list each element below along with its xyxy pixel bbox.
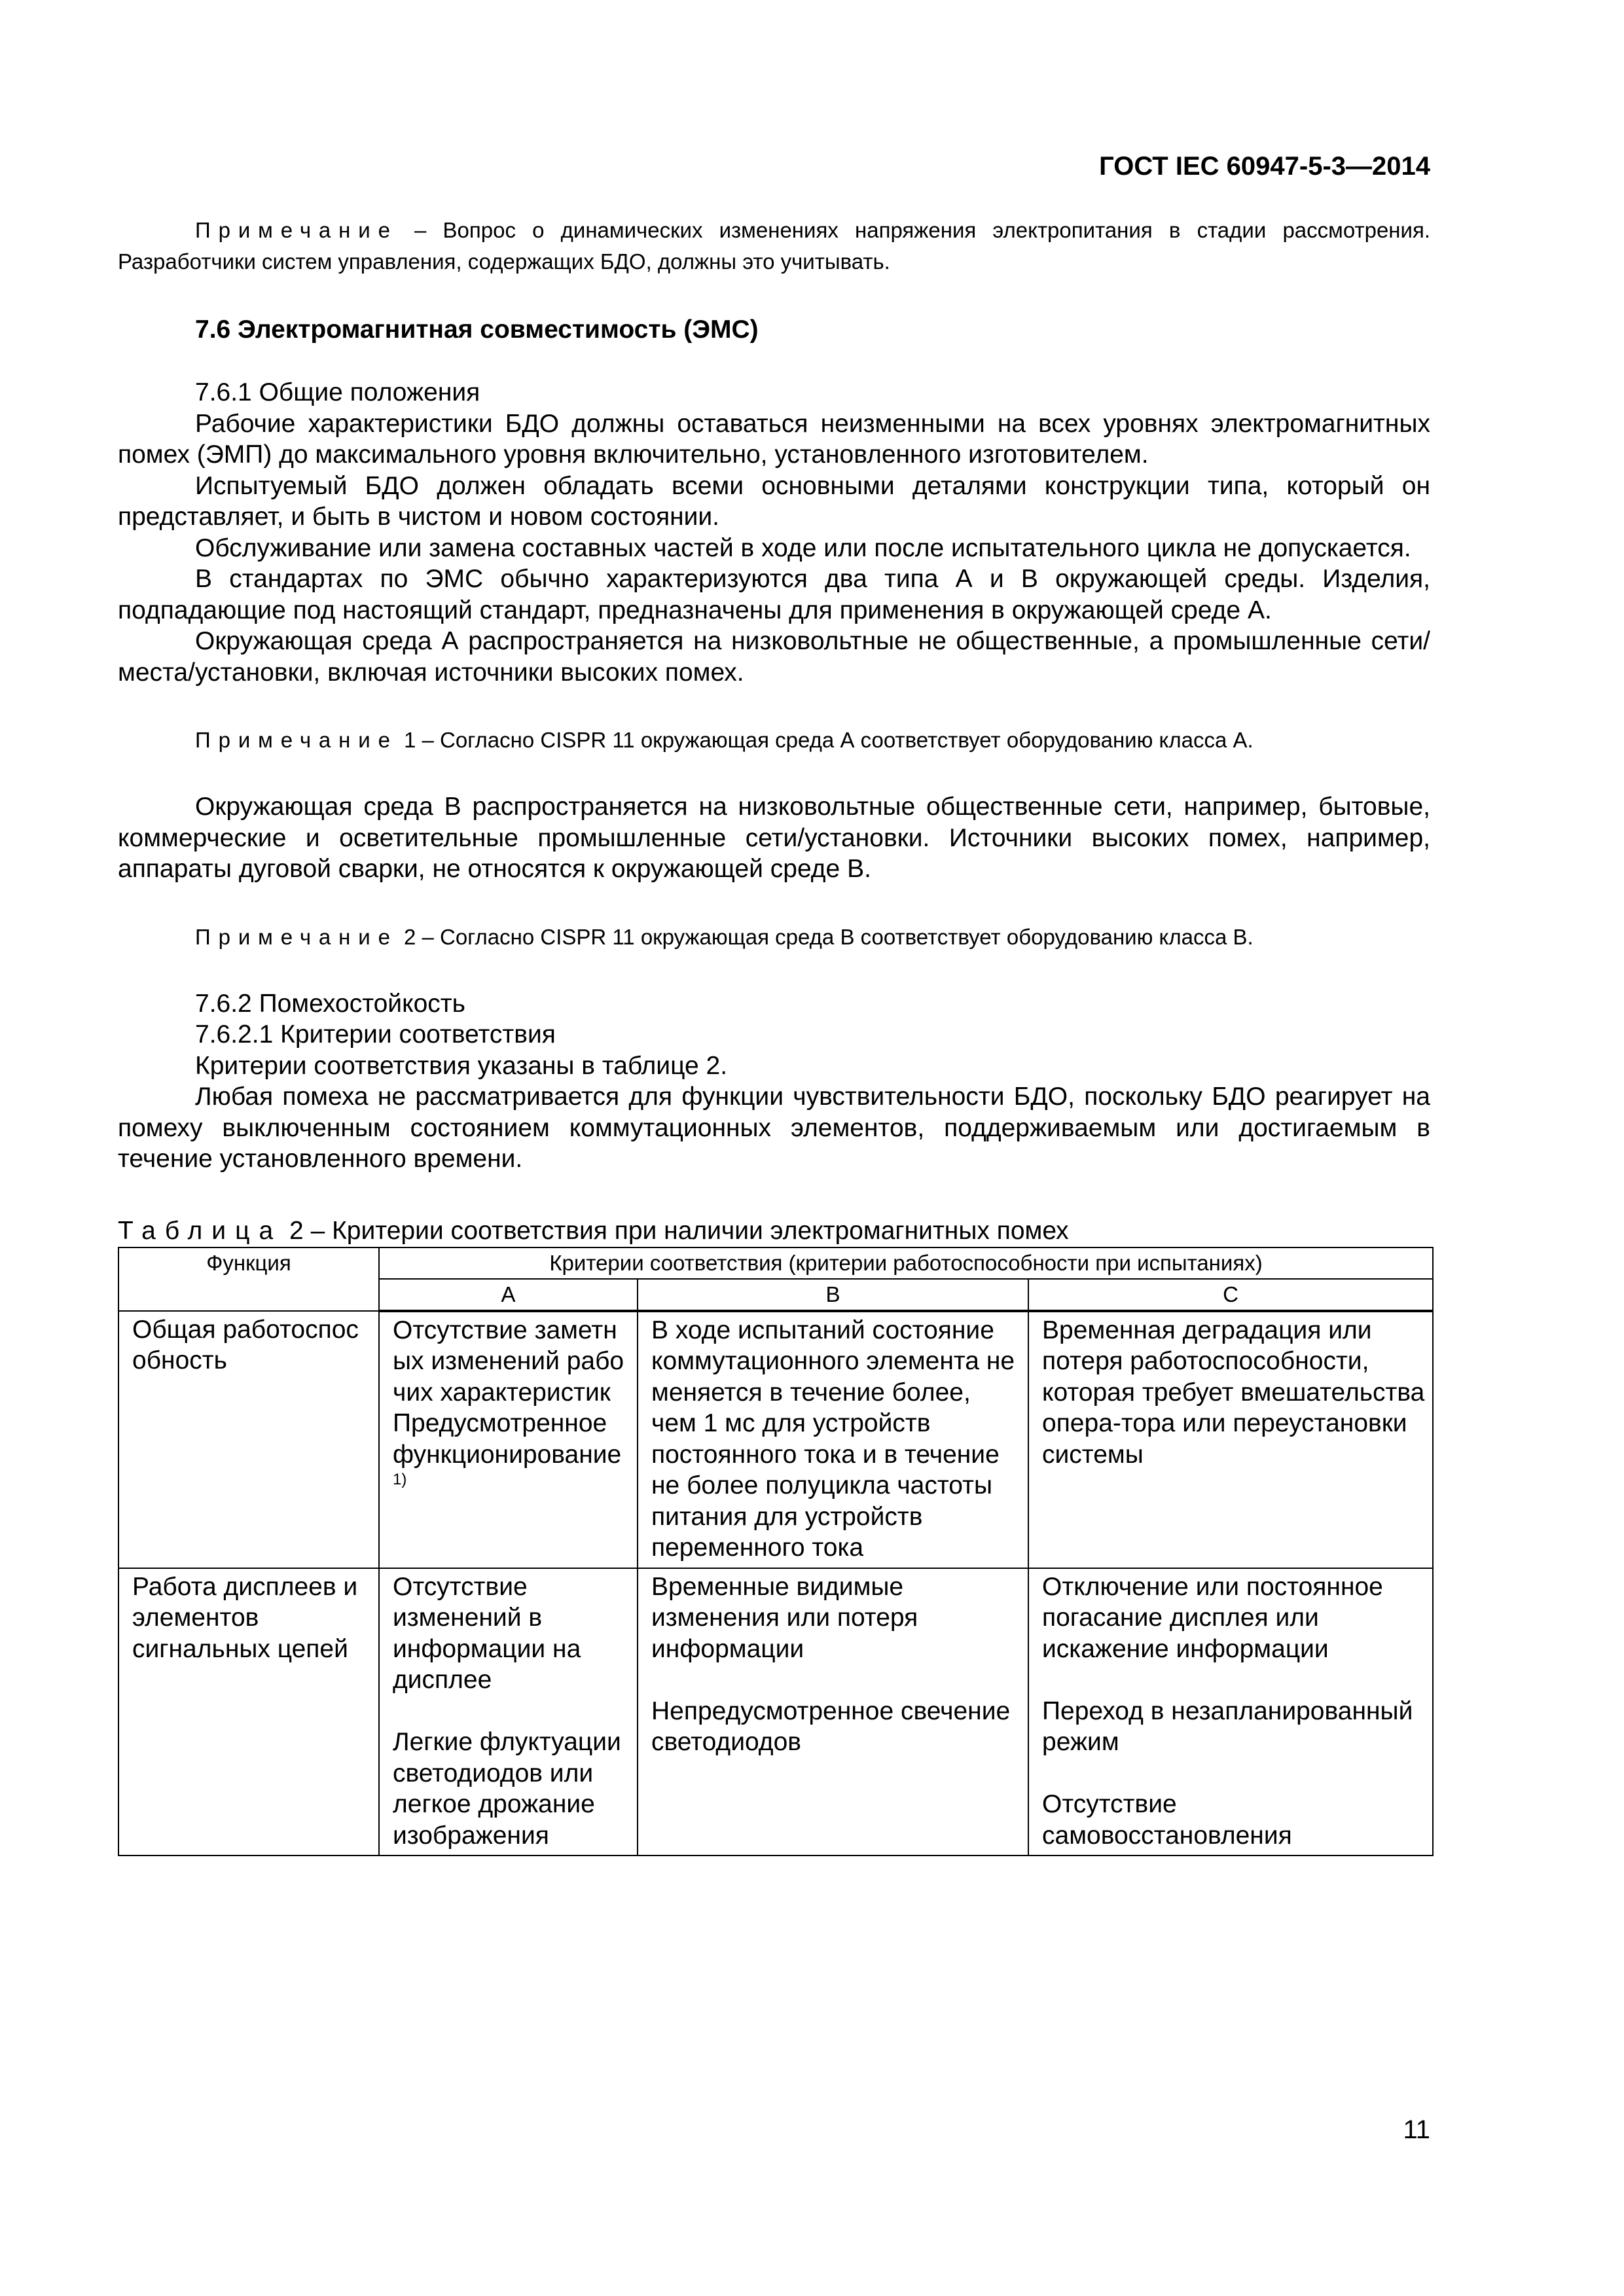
cell-a-item: Отсутствие изменений в информации на дисплее	[393, 1572, 581, 1694]
cell-c-item: Отсутствие самовосстановления	[1042, 1790, 1292, 1850]
page-number: 11	[1403, 2115, 1430, 2144]
note-top-label: Примечание	[195, 218, 398, 242]
section-title: 7.6 Электромагнитная совместимость (ЭМС)	[195, 315, 759, 344]
header-col-a: А	[379, 1279, 638, 1311]
header-col-b: В	[638, 1279, 1028, 1311]
table-caption	[118, 1217, 1430, 1246]
document-header: ГОСТ IEC 60947-5-3—2014	[1099, 152, 1430, 181]
note-1	[118, 725, 1430, 756]
cell-c-item: Отключение или постоянное погасание дисплея или искажение информации	[1042, 1572, 1383, 1663]
paragraph: В стандартах по ЭМС обычно характеризуются два типа А и В окружающей среды. Изделия, подпадающие под настоящий стандарт, предназначены для применения в окружающей среде А.	[118, 565, 1430, 624]
note-top-text: – Вопрос о динамических изменениях напряжения электропитания в стадии рассмотрения. Разработчики систем управления, содержащих БДО, должны это учитывать.	[118, 218, 1430, 274]
note-2-label: Примечание	[195, 924, 398, 949]
cell-c: Временная деградация или потеря работоспособности, которая требует вмешательства опера-тора или переустановки системы	[1028, 1311, 1433, 1568]
cell-b: В ходе испытаний состояние коммутационного элемента не меняется в течение более, чем 1 мс для устройств постоянного тока и в течение не более полуцикла частоты питания для устройств переменного тока	[638, 1311, 1028, 1568]
paragraph: Рабочие характеристики БДО должны оставаться неизменными на всех уровнях электромагнитных помех (ЭМП) до максимального уровня включительно, установленного изготовителем.	[118, 409, 1430, 469]
header-criteria: Критерии соответствия (критерии работоспособности при испытаниях)	[379, 1247, 1433, 1279]
cell-a-text: Отсутствие заметных изменений рабочих характеристик Предусмотренное функционирование	[393, 1316, 624, 1469]
note-2	[118, 922, 1430, 953]
cell-a-item: Легкие флуктуации светодиодов или легкое дрожание изображения	[393, 1728, 621, 1850]
paragraph: Любая помеха не рассматривается для функции чувствительности БДО, поскольку БДО реагирует на помеху выключенным состоянием коммутационных элементов, поддерживаемым или достигаемым в течение установленного времени.	[118, 1083, 1430, 1173]
paragraph: Окружающая среда А распространяется на низковольтные не общественные, а промышленные сети/места/установки, включая источники высоких помех.	[118, 627, 1430, 687]
cell-b-item: Временные видимые изменения или потеря информации	[651, 1572, 918, 1663]
cell-function: Работа дисплеев и элементов сигнальных цепей	[118, 1568, 379, 1856]
note-top	[118, 215, 1430, 278]
note-1-text: 1 – Согласно CISPR 11 окружающая среда А соответствует оборудованию класса А.	[397, 728, 1254, 752]
cell-a	[379, 1568, 638, 1856]
table-caption-label: Таблица	[118, 1216, 283, 1245]
paragraph: Критерии соответствия указаны в таблице 2.	[195, 1051, 728, 1080]
cell-b	[638, 1568, 1028, 1856]
paragraph: Обслуживание или замена составных частей в ходе или после испытательного цикла не допускается.	[195, 533, 1411, 562]
page-content	[118, 215, 1430, 1856]
cell-b-item: Непредусмотренное свечение светодиодов	[651, 1696, 1011, 1756]
cell-a	[379, 1311, 638, 1568]
paragraph: Испытуемый БДО должен обладать всеми основными деталями конструкции типа, который он представляет, и быть в чистом и новом состоянии.	[118, 471, 1430, 531]
paragraph: 7.6.2.1 Критерии соответствия	[195, 1020, 556, 1049]
table-row	[118, 1311, 1433, 1568]
table-header-row	[118, 1247, 1433, 1279]
cell-function	[118, 1311, 379, 1568]
paragraph: 7.6.1 Общие положения	[195, 378, 480, 406]
header-col-c: С	[1028, 1279, 1433, 1311]
header-function: Функция	[118, 1247, 379, 1311]
table-row	[118, 1568, 1433, 1856]
cell-c-item: Переход в незапланированный режим	[1042, 1696, 1413, 1756]
cell-c	[1028, 1568, 1433, 1856]
criteria-table	[118, 1247, 1434, 1857]
cell-function-text: Общая работоспособность	[132, 1315, 359, 1374]
note-1-label: Примечание	[195, 728, 398, 752]
table-caption-text: 2 – Критерии соответствия при наличии электромагнитных помех	[282, 1216, 1069, 1245]
paragraph: 7.6.2 Помехостойкость	[195, 989, 465, 1018]
paragraph: Окружающая среда В распространяется на низковольтные общественные сети, например, бытовые, коммерческие и осветительные промышленные сети/установки. Источники высоких помех, например, аппараты дуговой сварки, не относятся к окружающей среде В.	[118, 793, 1430, 883]
note-2-text: 2 – Согласно CISPR 11 окружающая среда В соответствует оборудованию класса В.	[397, 924, 1254, 949]
footnote-ref: 1)	[393, 1471, 407, 1488]
